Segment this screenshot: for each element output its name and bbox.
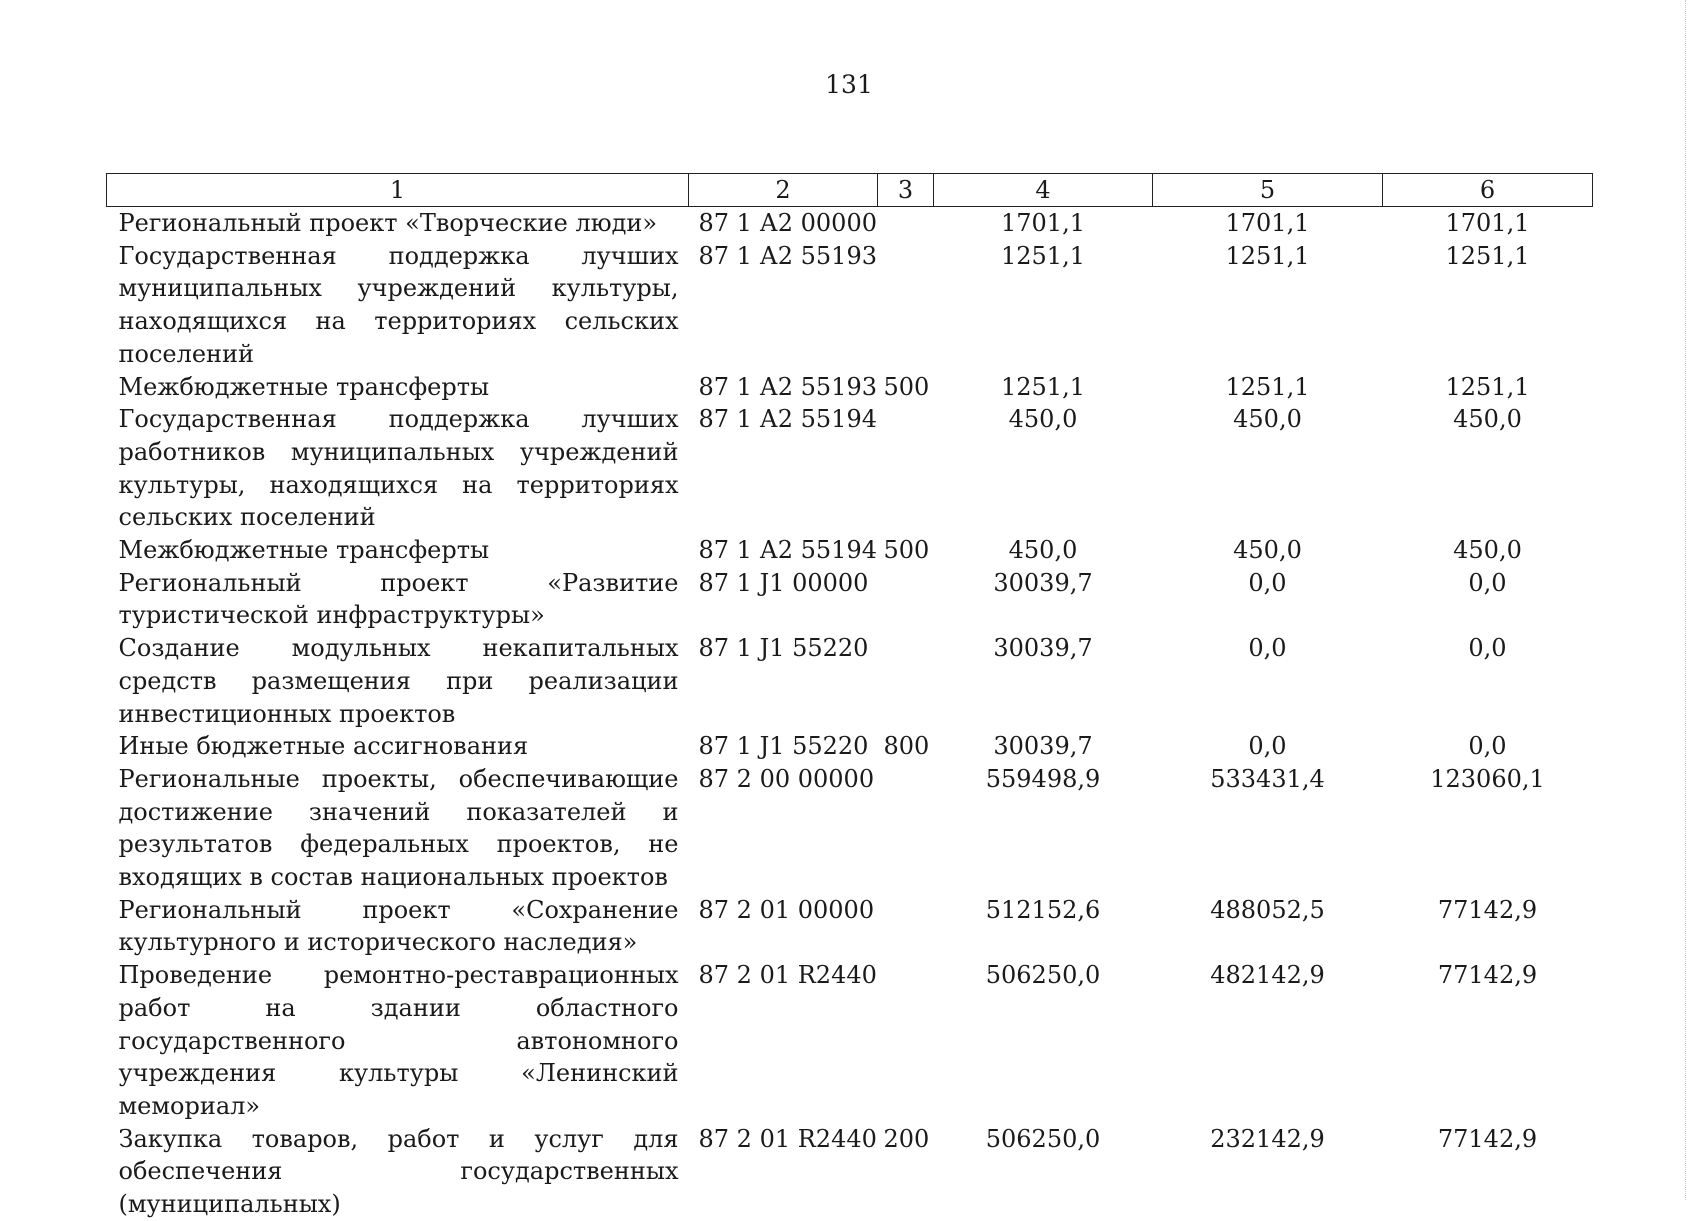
row-name-cell: Региональный проект «Сохранение культурного и исторического наследия» xyxy=(118,895,679,957)
row-code-cell: 87 1 А2 55194 xyxy=(698,536,877,565)
row-value-4-cell: 1251,1 xyxy=(1001,372,1085,401)
row-vr-cell xyxy=(878,403,934,534)
row-value-6-cell: 0,0 xyxy=(1468,634,1507,663)
row-value-5-cell: 450,0 xyxy=(1233,536,1302,565)
row-value-4-cell: 450,0 xyxy=(1008,405,1078,434)
row-value-6-cell: 1701,1 xyxy=(1445,209,1530,237)
row-name-cell: Иные бюджетные ассигнования xyxy=(118,732,529,761)
table-body xyxy=(107,207,1593,1221)
table-row xyxy=(107,894,1593,959)
row-value-4-cell: 506250,0 xyxy=(985,961,1101,990)
row-vr-cell xyxy=(878,959,934,1123)
row-code-cell: 87 1 А2 55193 xyxy=(698,241,877,270)
row-value-5-cell: 232142,9 xyxy=(1210,1124,1325,1153)
row-value-6-cell: 0,0 xyxy=(1468,732,1507,761)
row-name-cell: Государственная поддержка лучших муниципальных учреждений культуры, находящихся на территориях сельских поселений xyxy=(118,241,679,368)
header-col-1: 1 xyxy=(107,174,689,207)
row-value-6-cell: 450,0 xyxy=(1453,405,1522,434)
row-value-5-cell: 533431,4 xyxy=(1210,764,1325,793)
row-value-4-cell: 1701,1 xyxy=(1001,209,1085,237)
row-value-5-cell: 1251,1 xyxy=(1225,372,1310,401)
row-value-5-cell: 482142,9 xyxy=(1210,961,1325,990)
table-row xyxy=(107,534,1593,567)
row-value-4-cell: 450,0 xyxy=(1008,536,1078,565)
row-value-6-cell: 77142,9 xyxy=(1437,895,1538,924)
row-value-4-cell: 506250,0 xyxy=(985,1124,1101,1153)
budget-table xyxy=(106,173,1593,1221)
row-vr-cell: 800 xyxy=(883,732,930,761)
row-value-4-cell: 512152,6 xyxy=(985,895,1101,924)
row-vr-cell xyxy=(878,567,934,632)
row-name-cell: Создание модульных некапитальных средств размещения при реализации инвестиционных проектов xyxy=(118,634,679,728)
table-row xyxy=(107,240,1593,371)
row-code-cell: 87 1 А2 55194 xyxy=(698,405,877,434)
row-value-5-cell: 1251,1 xyxy=(1225,241,1310,270)
row-value-4-cell: 30039,7 xyxy=(993,732,1093,761)
row-value-4-cell: 559498,9 xyxy=(985,764,1101,793)
row-value-6-cell: 450,0 xyxy=(1453,536,1522,565)
row-value-5-cell: 0,0 xyxy=(1248,568,1287,597)
row-value-5-cell: 450,0 xyxy=(1233,405,1302,434)
row-value-5-cell: 488052,5 xyxy=(1210,895,1325,924)
row-name-cell: Межбюджетные трансферты xyxy=(118,372,490,401)
row-name-cell: Межбюджетные трансферты xyxy=(118,536,490,565)
row-code-cell: 87 2 00 00000 xyxy=(698,764,875,793)
row-code-cell: 87 2 01 R2440 xyxy=(698,1124,877,1153)
header-col-4: 4 xyxy=(934,174,1153,207)
row-code-cell: 87 1 J1 55220 xyxy=(698,732,869,761)
row-code-cell: 87 1 J1 00000 xyxy=(698,568,869,597)
table-row xyxy=(107,403,1593,534)
table-row xyxy=(107,763,1593,894)
row-value-6-cell: 123060,1 xyxy=(1430,764,1545,793)
row-value-6-cell: 1251,1 xyxy=(1445,372,1530,401)
row-value-4-cell: 30039,7 xyxy=(993,634,1093,663)
table-row xyxy=(107,1123,1593,1221)
table-row xyxy=(107,730,1593,763)
header-col-6: 6 xyxy=(1383,174,1593,207)
row-vr-cell xyxy=(878,632,934,730)
row-name-cell: Государственная поддержка лучших работников муниципальных учреждений культуры, находящихся на территориях сельских поселений xyxy=(118,405,679,532)
row-code-cell: 87 1 А2 55193 xyxy=(698,372,877,401)
row-name-cell: Региональный проект «Творческие люди» xyxy=(118,209,658,237)
row-vr-cell: 500 xyxy=(883,536,930,565)
row-name-cell: Региональные проекты, обеспечивающие достижение значений показателей и результатов федеральных проектов, не входящих в состав национальных проектов xyxy=(118,764,679,892)
row-name-cell: Закупка товаров, работ и услуг для обеспечения государственных (муниципальных) xyxy=(118,1124,679,1219)
row-value-6-cell: 77142,9 xyxy=(1437,1124,1538,1153)
table-row xyxy=(107,632,1593,730)
row-name-cell: Проведение ремонтно-реставрационных работ на здании областного государственного автономного учреждения культуры «Ленинский мемориал» xyxy=(118,961,679,1120)
row-value-6-cell: 0,0 xyxy=(1468,568,1507,597)
row-code-cell: 87 1 А2 00000 xyxy=(698,209,877,237)
row-vr-cell xyxy=(878,894,934,959)
row-code-cell: 87 1 J1 55220 xyxy=(698,634,869,663)
table-row xyxy=(107,207,1593,240)
row-value-5-cell: 0,0 xyxy=(1248,732,1287,761)
table-row xyxy=(107,371,1593,404)
row-value-4-cell: 1251,1 xyxy=(1001,241,1085,270)
row-code-cell: 87 2 01 00000 xyxy=(698,895,875,924)
table-header xyxy=(107,174,1593,207)
header-col-3: 3 xyxy=(878,174,934,207)
row-vr-cell xyxy=(878,763,934,894)
row-value-4-cell: 30039,7 xyxy=(993,568,1093,597)
page-number: 131 xyxy=(825,70,873,99)
row-value-6-cell: 77142,9 xyxy=(1437,961,1538,990)
row-vr-cell xyxy=(878,240,934,371)
row-value-6-cell: 1251,1 xyxy=(1445,241,1530,270)
row-value-5-cell: 1701,1 xyxy=(1225,209,1310,237)
header-row xyxy=(107,174,1593,207)
header-col-2: 2 xyxy=(689,174,878,207)
row-vr-cell: 200 xyxy=(883,1124,930,1153)
row-name-cell: Региональный проект «Развитие туристической инфраструктуры» xyxy=(118,568,679,630)
row-code-cell: 87 2 01 R2440 xyxy=(698,961,877,990)
table-row xyxy=(107,959,1593,1123)
page-edge-line xyxy=(1685,0,1686,1200)
row-vr-cell: 500 xyxy=(883,372,930,401)
row-vr-cell xyxy=(878,207,934,240)
header-col-5: 5 xyxy=(1153,174,1383,207)
table-row xyxy=(107,567,1593,632)
row-value-5-cell: 0,0 xyxy=(1248,634,1287,663)
